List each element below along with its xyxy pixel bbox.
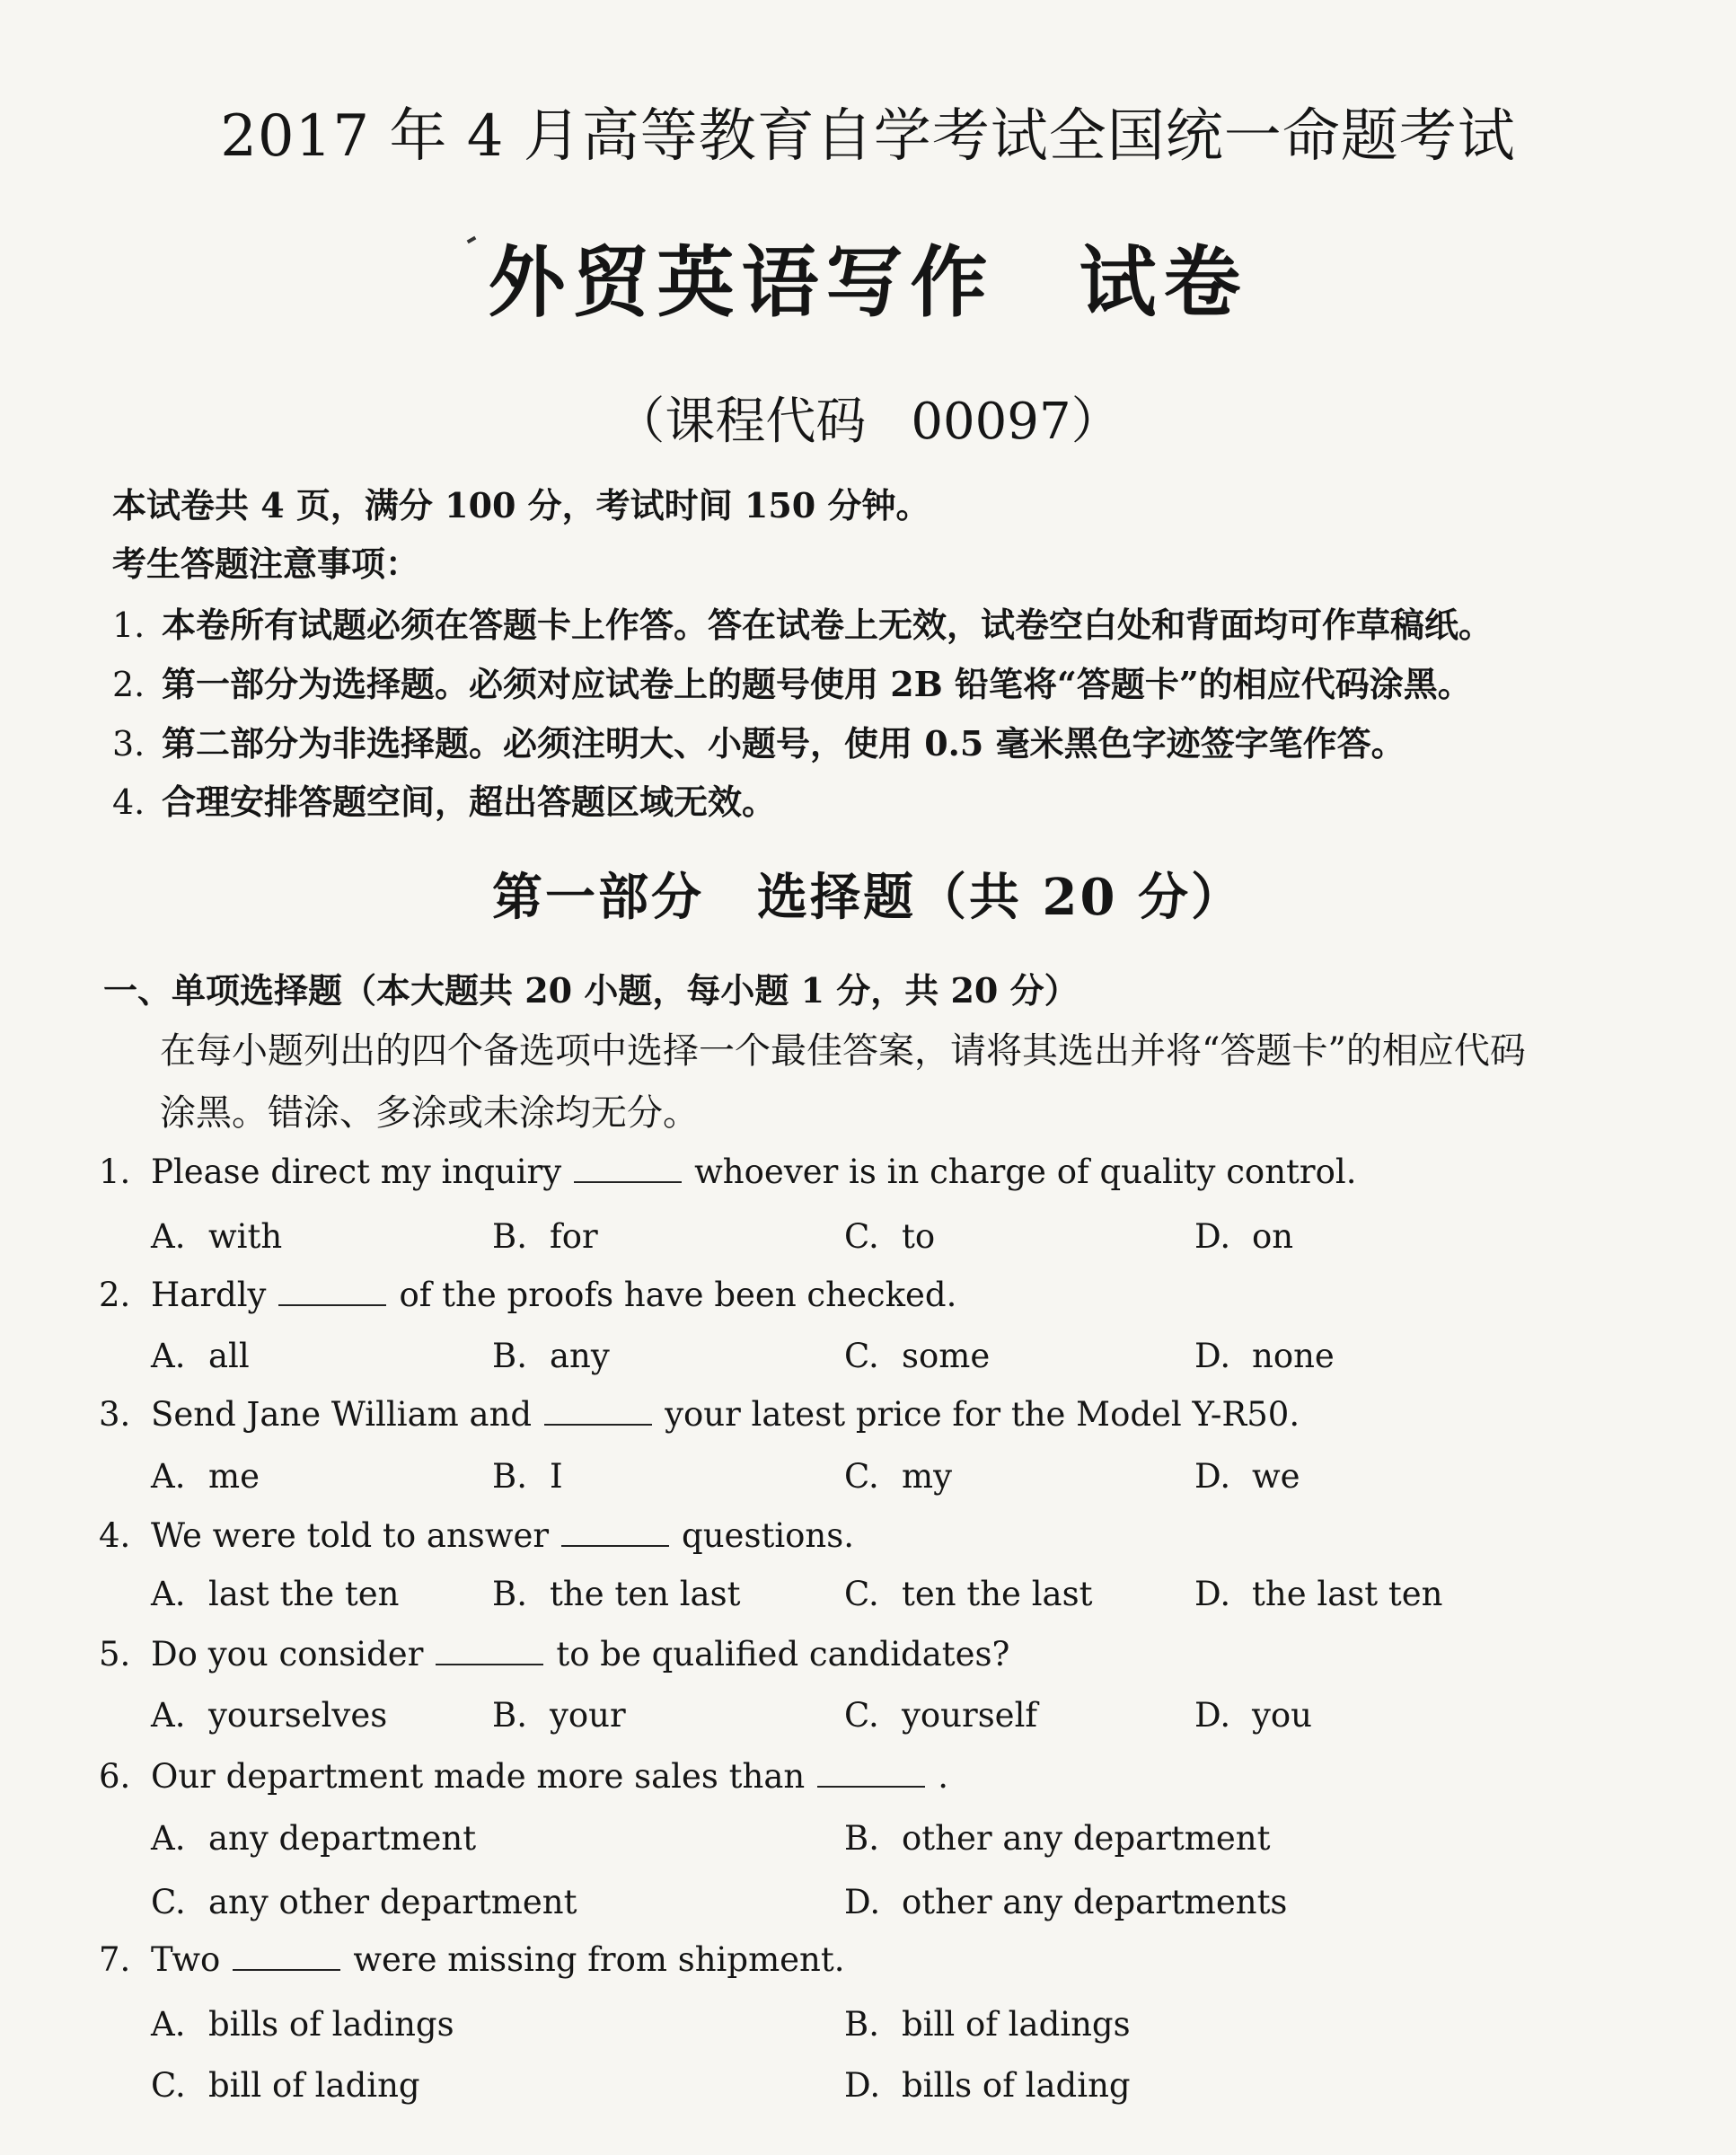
option-letter: A.	[151, 1337, 186, 1375]
note-text: 第二部分为非选择题。必须注明大、小题号，使用 0.5 毫米黑色字迹签字笔作答。	[162, 723, 1406, 764]
question-number: 7.	[99, 1940, 131, 1979]
option-text: bill of ladings	[902, 2005, 1131, 2044]
option-letter: D.	[1194, 1217, 1231, 1256]
question-stem	[99, 1940, 845, 1979]
question-text-after: of the proofs have been checked.	[399, 1276, 957, 1314]
option-text: we	[1252, 1457, 1300, 1496]
option-letter: D.	[1194, 1337, 1231, 1375]
question-text-after: whoever is in charge of quality control.	[694, 1153, 1357, 1191]
question-text-after: questions.	[682, 1516, 855, 1555]
option-text: none	[1252, 1337, 1335, 1375]
option	[1194, 1217, 1293, 1256]
option-text: yourself	[902, 1696, 1038, 1735]
question-number: 3.	[99, 1395, 131, 1434]
question-number: 5.	[99, 1635, 131, 1674]
option-letter: B.	[844, 1819, 879, 1858]
option	[151, 2066, 420, 2105]
question-number: 6.	[99, 1757, 131, 1796]
instruction-line: 在每小题列出的四个备选项中选择一个最佳答案，请将其选出并将“答题卡”的相应代码	[160, 1030, 1526, 1072]
note-number: 3.	[112, 724, 145, 764]
question-text-after: were missing from shipment.	[353, 1940, 845, 1979]
question-number: 2.	[99, 1276, 131, 1314]
option-text: other any departments	[902, 1883, 1288, 1921]
option-text: your	[550, 1696, 626, 1735]
answer-blank	[278, 1277, 386, 1306]
option	[1194, 1575, 1442, 1613]
option-letter: A.	[151, 1575, 186, 1613]
note-text: 第一部分为选择题。必须对应试卷上的题号使用 2B 铅笔将“答题卡”的相应代码涂黑。	[162, 664, 1472, 704]
option-letter: A.	[151, 2005, 186, 2044]
option	[492, 1217, 598, 1256]
option	[844, 1337, 990, 1375]
instruction-line: 涂黑。错涂、多涂或未涂均无分。	[160, 1092, 699, 1134]
option	[1194, 1696, 1312, 1735]
option-text: last the ten	[208, 1575, 400, 1613]
question-stem	[99, 1395, 1300, 1434]
section-heading: 一、单项选择题（本大题共 20 小题，每小题 1 分，共 20 分）	[103, 970, 1079, 1011]
option	[151, 1575, 399, 1613]
course-code	[0, 382, 1736, 454]
question-text-after: .	[938, 1757, 949, 1796]
question-text-before: Do you consider	[151, 1635, 424, 1674]
option-text: for	[550, 1217, 598, 1256]
note-text: 合理安排答题空间，超出答题区域无效。	[162, 782, 777, 822]
part-one-title: 第一部分 选择题（共 20 分）	[492, 868, 1244, 927]
option-text: any department	[208, 1819, 477, 1858]
option-text: some	[902, 1337, 991, 1375]
note-number: 1.	[112, 605, 145, 645]
option-text: on	[1252, 1217, 1294, 1256]
option-text: bills of lading	[902, 2066, 1131, 2105]
exam-summary: 本试卷共 4 页，满分 100 分，考试时间 150 分钟。	[112, 485, 930, 526]
option-text: bills of ladings	[208, 2005, 454, 2044]
answer-blank	[574, 1154, 682, 1183]
question-text-before: Two	[151, 1940, 221, 1979]
question-stem	[99, 1757, 948, 1796]
answer-blank	[544, 1397, 652, 1426]
option-text: me	[208, 1457, 260, 1496]
note-item	[112, 657, 1472, 706]
option-text: yourselves	[208, 1696, 388, 1735]
option-letter: A.	[151, 1457, 186, 1496]
option-text: any	[550, 1337, 610, 1375]
question-stem	[99, 1276, 956, 1314]
note-item	[112, 774, 776, 824]
option	[844, 2066, 1131, 2105]
option-text: the last ten	[1252, 1575, 1443, 1613]
question-text-before: Hardly	[151, 1276, 267, 1314]
option-letter: A.	[151, 1819, 186, 1858]
option	[1194, 1457, 1300, 1496]
question-stem	[99, 1635, 1009, 1674]
option-letter: D.	[844, 1883, 881, 1921]
course-code-label: （课程代码	[614, 393, 867, 451]
answer-blank	[436, 1637, 543, 1665]
option	[151, 1883, 577, 1921]
option-letter: B.	[844, 2005, 879, 2044]
option-letter: C.	[844, 1217, 879, 1256]
option-letter: B.	[492, 1457, 527, 1496]
option	[844, 1696, 1037, 1735]
option-letter: C.	[844, 1337, 879, 1375]
option-letter: D.	[1194, 1457, 1231, 1496]
option	[844, 1217, 935, 1256]
answer-blank	[561, 1518, 669, 1547]
option	[151, 1337, 250, 1375]
note-text: 本卷所有试题必须在答题卡上作答。答在试卷上无效，试卷空白处和背面均可作草稿纸。	[162, 605, 1494, 645]
option-text: you	[1252, 1696, 1313, 1735]
option-text: any other department	[208, 1883, 577, 1921]
question-number: 4.	[99, 1516, 131, 1555]
course-code-number: 00097）	[911, 393, 1122, 451]
option	[844, 2005, 1131, 2044]
option-letter: C.	[844, 1457, 879, 1496]
question-text-before: Please direct my inquiry	[151, 1153, 562, 1191]
option-letter: D.	[844, 2066, 881, 2105]
option	[151, 1696, 387, 1735]
option	[492, 1696, 626, 1735]
option	[492, 1575, 740, 1613]
note-number: 4.	[112, 782, 145, 822]
exam-title: 2017 年 4 月高等教育自学考试全国统一命题考试	[220, 103, 1516, 170]
option-text: all	[208, 1337, 250, 1375]
option	[151, 1457, 260, 1496]
option-text: other any department	[902, 1819, 1271, 1858]
option-letter: A.	[151, 1696, 186, 1735]
option-letter: B.	[492, 1696, 527, 1735]
subject-title: 外贸英语写作 试卷	[488, 237, 1248, 328]
option-text: I	[550, 1457, 563, 1496]
option	[492, 1337, 610, 1375]
answer-blank	[233, 1942, 340, 1971]
option-letter: B.	[492, 1575, 527, 1613]
option	[492, 1457, 563, 1496]
option-text: the ten last	[550, 1575, 741, 1613]
option	[844, 1819, 1270, 1858]
option	[844, 1457, 952, 1496]
option	[844, 1575, 1092, 1613]
option-text: with	[208, 1217, 283, 1256]
option-letter: C.	[844, 1575, 879, 1613]
answer-blank	[817, 1759, 925, 1788]
option-letter: D.	[1194, 1696, 1231, 1735]
option-letter: C.	[151, 1883, 186, 1921]
notes-heading: 考生答题注意事项：	[112, 543, 420, 584]
option-letter: B.	[492, 1337, 527, 1375]
question-stem	[99, 1153, 1356, 1191]
question-text-before: Send Jane William and	[151, 1395, 533, 1434]
option	[151, 1819, 476, 1858]
question-number: 1.	[99, 1153, 131, 1191]
option-letter: C.	[151, 2066, 186, 2105]
option	[151, 1217, 282, 1256]
option-letter: C.	[844, 1696, 879, 1735]
option-text: to	[902, 1217, 936, 1256]
note-number: 2.	[112, 665, 145, 704]
option-text: ten the last	[902, 1575, 1093, 1613]
question-text-before: We were told to answer	[151, 1516, 550, 1555]
option-text: my	[902, 1457, 952, 1496]
question-text-before: Our department made more sales than	[151, 1757, 806, 1796]
option-letter: B.	[492, 1217, 527, 1256]
note-item	[112, 716, 1406, 765]
option	[151, 2005, 454, 2044]
question-text-after: to be qualified candidates?	[556, 1635, 1010, 1674]
option-letter: D.	[1194, 1575, 1231, 1613]
option	[1194, 1337, 1335, 1375]
note-item	[112, 597, 1493, 647]
option-text: bill of lading	[208, 2066, 420, 2105]
question-text-after: your latest price for the Model Y-R50.	[665, 1395, 1300, 1434]
option-letter: A.	[151, 1217, 186, 1256]
question-stem	[99, 1516, 854, 1555]
option	[844, 1883, 1287, 1921]
